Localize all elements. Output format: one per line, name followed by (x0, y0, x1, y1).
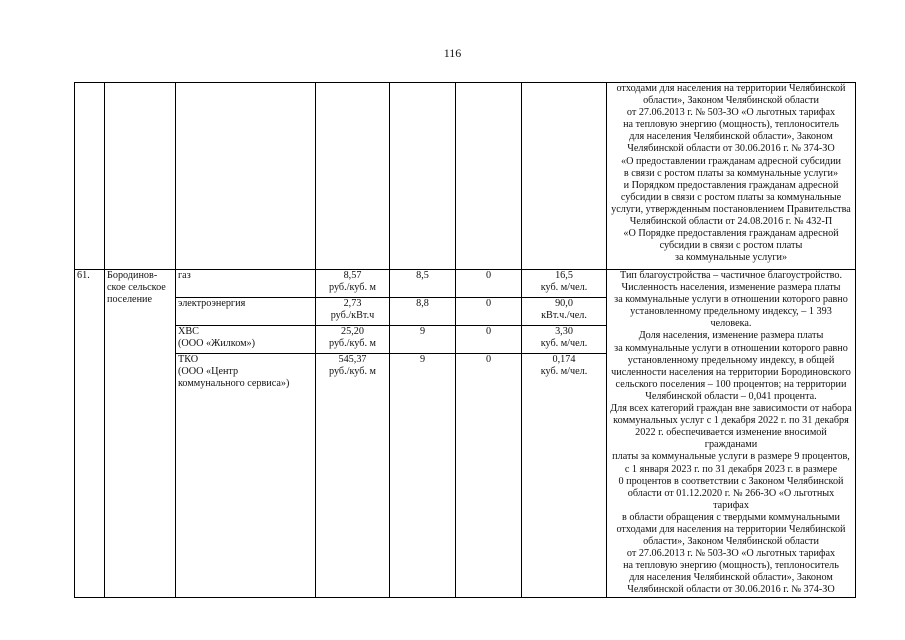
table-row (75, 270, 856, 298)
cell-empty (75, 83, 105, 270)
cell-empty (176, 83, 316, 270)
cell-empty (522, 83, 607, 270)
change-value: 0 (456, 354, 522, 598)
change-value: 0 (456, 270, 522, 298)
index-value: 9 (390, 354, 456, 598)
tariff-value: 545,37 руб./куб. м (316, 354, 390, 598)
tariff-value: 25,20 руб./куб. м (316, 326, 390, 354)
tariff-value: 8,57 руб./куб. м (316, 270, 390, 298)
index-value: 8,5 (390, 270, 456, 298)
volume-value: 90,0 кВт.ч./чел. (522, 298, 607, 326)
volume-value: 0,174 куб. м/чел. (522, 354, 607, 598)
notes-entry: Тип благоустройства – частичное благоустройство. Численность населения, изменение размера платы за коммунальные услуги в отношении которого равно установленному предельному индексу, – 1 393 человека. Доля населения, изменение размера платы за коммунальные услуги в отношении которого равно установленному предельному индексу, в общей численности населения на территории Бородиновского сельского поселения – 100 процентов; на территории Челябинской области – 0,041 процента. Для всех категорий граждан вне зависимости от набора коммунальных услуг с 1 декабря 2022 г. по 31 декабря 2022 г. обеспечивается изменение вносимой гражданами платы за коммунальные услуги в размере 9 процентов, с 1 января 2023 г. по 31 декабря 2023 г. в размере 0 процентов в соответствии с Законом Челябинской области от 01.12.2020 г. № 266-ЗО «О льготных тарифах в области обращения с твердыми коммунальными отходами для населения на территории Челябинской области», Законом Челябинской области от 27.06.2013 г. № 503-ЗО «О льготных тарифах на тепловую энергию (мощность), теплоноситель для населения Челябинской области», Законом Челябинской области от 30.06.2016 г. № 374-ЗО (607, 270, 856, 598)
service-name: ТКО (ООО «Центр коммунального сервиса») (176, 354, 316, 598)
cell-empty (316, 83, 390, 270)
service-name: газ (176, 270, 316, 298)
settlement-name: Бородинов- ское сельское поселение (105, 270, 176, 598)
index-value: 9 (390, 326, 456, 354)
page-number: 116 (443, 46, 462, 60)
service-name: электроэнергия (176, 298, 316, 326)
tariff-value: 2,73 руб./кВт.ч (316, 298, 390, 326)
change-value: 0 (456, 298, 522, 326)
continuation-row (75, 83, 856, 270)
cell-empty (456, 83, 522, 270)
change-value: 0 (456, 326, 522, 354)
volume-value: 3,30 куб. м/чел. (522, 326, 607, 354)
cell-empty (105, 83, 176, 270)
volume-value: 16,5 куб. м/чел. (522, 270, 607, 298)
row-number: 61. (75, 270, 105, 598)
cell-empty (390, 83, 456, 270)
service-name: ХВС (ООО «Жилком») (176, 326, 316, 354)
index-value: 8,8 (390, 298, 456, 326)
tariff-table (74, 82, 856, 598)
notes-continuation: отходами для населения на территории Челябинской области», Законом Челябинской области от 27.06.2013 г. № 503-ЗО «О льготных тарифах на тепловую энергию (мощность), теплоноситель для населения Челябинской области», Законом Челябинской области от 30.06.2016 г. № 374-ЗО «О предоставлении гражданам адресной субсидии в связи с ростом платы за коммунальные услуги» и Порядком предоставления гражданам адресной субсидии в связи с ростом платы за коммунальные услуги, утвержденным постановлением Правительства Челябинской области от 24.08.2016 г. № 432-П «О Порядке предоставления гражданам адресной субсидии в связи с ростом платы за коммунальные услуги» (607, 83, 856, 270)
